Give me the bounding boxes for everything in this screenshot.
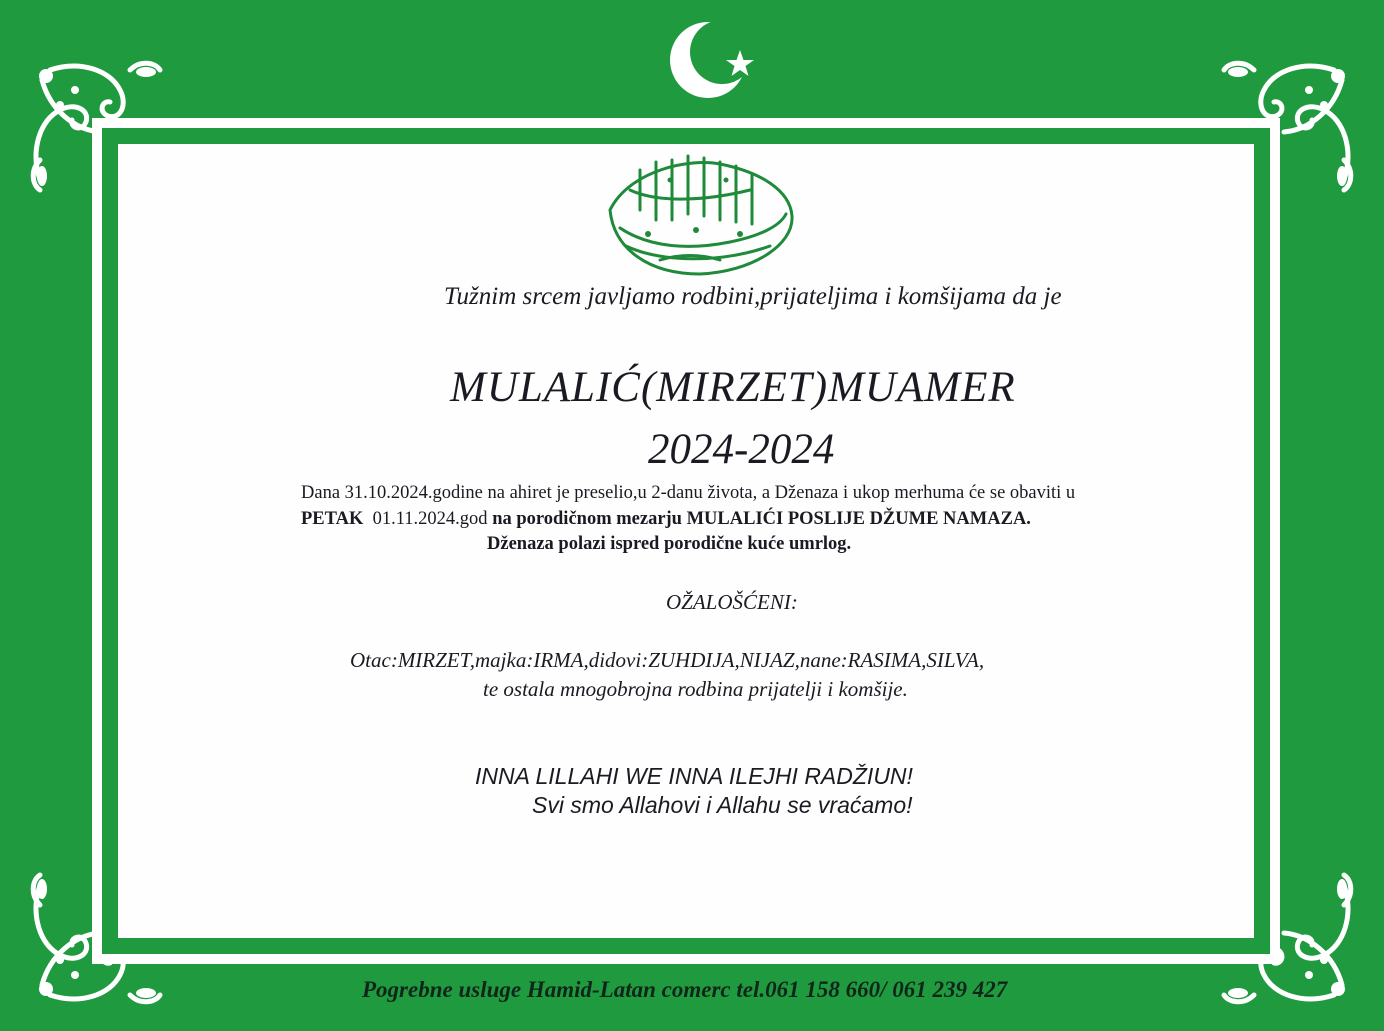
funeral-day: PETAK	[301, 509, 364, 529]
funeral-service-footer: Pogrebne usluge Hamid-Latan comerc tel.061 158 660/ 061 239 427	[362, 977, 1008, 1002]
funeral-location: na porodičnom mezarju MULALIĆI POSLIJE DŽUME NAMAZA.	[492, 509, 1031, 529]
arabic-calligraphy-icon	[600, 150, 800, 282]
funeral-details-line-1: Dana 31.10.2024.godine na ahiret je preselio,u 2-danu života, a Dženaza i ukop merhuma će se obaviti u	[301, 483, 1076, 503]
family-list: Otac:MIRZET,majka:IRMA,didovi:ZUHDIJA,NIJAZ,nane:RASIMA,SILVA,	[350, 648, 985, 672]
funeral-date: 01.11.2024.god	[372, 509, 488, 529]
funeral-details-line-2	[301, 509, 1031, 530]
prayer-line-2: Svi smo Allahovi i Allahu se vraćamo!	[532, 792, 913, 818]
life-years: 2024-2024	[648, 426, 835, 473]
crescent-star-icon	[668, 12, 764, 108]
prayer-line-1: INNA LILLAHI WE INNA ILEJHI RADŽIUN!	[475, 763, 913, 789]
intro-text: Tužnim srcem javljamo rodbini,prijateljima i komšijama da je	[444, 283, 1062, 310]
deceased-name: MULALIĆ(MIRZET)MUAMER	[450, 364, 1016, 411]
relatives-line: te ostala mnogobrojna rodbina prijatelji i komšije.	[483, 677, 908, 701]
mourners-heading: OŽALOŠĆENI:	[666, 590, 798, 614]
funeral-details-line-3: Dženaza polazi ispred porodične kuće umrlog.	[487, 534, 852, 554]
